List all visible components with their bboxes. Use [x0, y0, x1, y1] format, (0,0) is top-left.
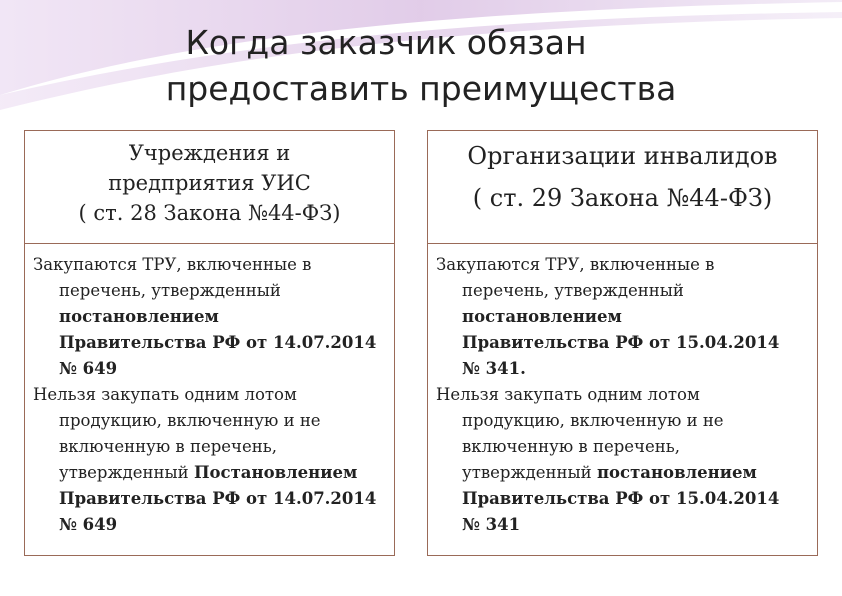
header-line: предприятия УИС: [108, 171, 311, 195]
text-line: продукцию, включенную и не: [462, 411, 724, 430]
paragraph-restriction: [436, 382, 817, 538]
header-line: ( ст. 29 Закона №44-ФЗ): [472, 184, 773, 212]
text-bold: Постановлением: [193, 463, 358, 482]
column-uis: [24, 130, 395, 556]
text-normal: утвержденный: [59, 463, 194, 482]
text-bold: постановлением: [596, 463, 757, 482]
header-line: ( ст. 28 Закона №44-ФЗ): [78, 201, 341, 225]
text-line-bold: Правительства РФ от 15.04.2014: [462, 333, 780, 352]
text-line: Закупаются ТРУ, включенные в: [33, 255, 312, 274]
text-line-bold: постановлением: [462, 307, 622, 326]
text-line-mixed: [436, 460, 817, 486]
column-uis-header: [25, 131, 394, 244]
text-line-bold: № 341: [462, 515, 521, 534]
text-line: Закупаются ТРУ, включенные в: [436, 255, 715, 274]
title-line-1: Когда заказчик обязан: [185, 23, 587, 62]
text-line-bold: Правительства РФ от 14.07.2014: [59, 333, 377, 352]
column-uis-body: [25, 244, 394, 538]
column-disabled-orgs-header: [428, 131, 817, 244]
text-line: включенную в перечень,: [59, 437, 277, 456]
text-line: включенную в перечень,: [462, 437, 680, 456]
paragraph-purchase: [436, 252, 817, 382]
text-line: Нельзя закупать одним лотом: [436, 385, 700, 404]
text-line: перечень, утвержденный: [59, 281, 281, 300]
text-line: продукцию, включенную и не: [59, 411, 321, 430]
text-normal: утвержденный: [462, 463, 597, 482]
paragraph-purchase: [33, 252, 394, 382]
text-line-bold: постановлением: [59, 307, 219, 326]
text-line-bold: № 341.: [462, 359, 526, 378]
header-line: Учреждения и: [128, 141, 291, 165]
page-title: [0, 20, 842, 112]
text-line-bold: № 649: [59, 515, 118, 534]
text-line-bold: Правительства РФ от 15.04.2014: [462, 489, 780, 508]
header-line: Организации инвалидов: [467, 142, 778, 170]
text-line-bold: № 649: [59, 359, 118, 378]
column-disabled-orgs-body: [428, 244, 817, 538]
paragraph-restriction: [33, 382, 394, 538]
text-line-bold: Правительства РФ от 14.07.2014: [59, 489, 377, 508]
title-line-2: предоставить преимущества: [165, 69, 677, 108]
text-line: Нельзя закупать одним лотом: [33, 385, 297, 404]
text-line-mixed: [33, 460, 394, 486]
text-line: перечень, утвержденный: [462, 281, 684, 300]
column-disabled-orgs: [427, 130, 818, 556]
